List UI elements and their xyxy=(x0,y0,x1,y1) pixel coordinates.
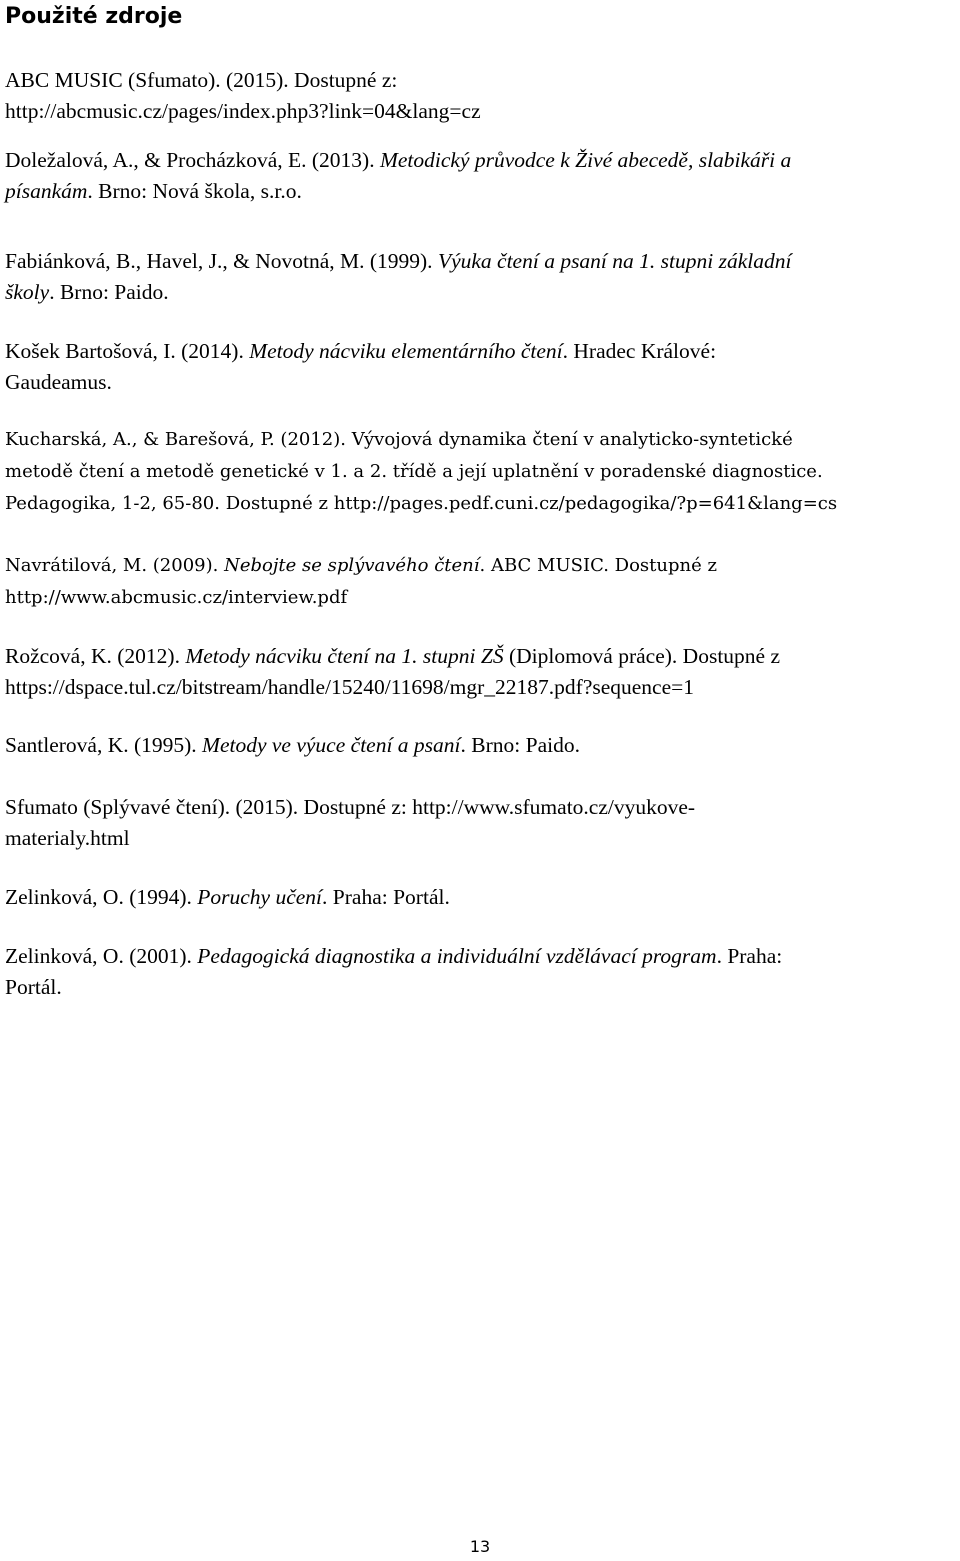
reference-authors: Košek Bartošová, I. (2014). xyxy=(5,339,250,363)
reference-title-cont: školy xyxy=(5,280,50,304)
reference-authors: Navrátilová, M. (2009). xyxy=(5,555,225,576)
reference-sfumato xyxy=(5,792,955,854)
reference-link[interactable]: materialy.html xyxy=(5,826,130,850)
reference-title: Poruchy učení xyxy=(197,885,323,909)
page-title: Použité zdroje xyxy=(5,4,183,29)
reference-link[interactable]: https://dspace.tul.cz/bitstream/handle/15240/11698/mgr_22187.pdf?sequence=1 xyxy=(5,675,695,699)
reference-santlerova xyxy=(5,730,955,761)
reference-title: Metody nácviku elementárního čtení xyxy=(249,339,563,363)
reference-line: metodě čtení a metodě genetické v 1. a 2. třídě a její uplatnění v poradenské diagnostice. xyxy=(5,461,823,482)
reference-title: Pedagogická diagnostika a individuální vzdělávací program xyxy=(197,944,717,968)
reference-line: ABC MUSIC (Sfumato). (2015). Dostupné z: xyxy=(5,68,398,92)
reference-kosek xyxy=(5,336,955,398)
reference-authors: Zelinková, O. (2001). xyxy=(5,944,198,968)
reference-publisher: . ABC MUSIC. Dostupné z xyxy=(479,555,717,576)
reference-abc-music xyxy=(5,65,955,127)
reference-link[interactable]: http://www.abcmusic.cz/interview.pdf xyxy=(5,587,348,608)
reference-authors: Fabiánková, B., Havel, J., & Novotná, M. (1999). xyxy=(5,249,438,273)
reference-publisher: . Praha: Portál. xyxy=(322,885,450,909)
reference-dolezalova xyxy=(5,145,955,207)
reference-publisher-cont: Gaudeamus. xyxy=(5,370,112,394)
reference-rozcova xyxy=(5,641,955,703)
reference-line: Sfumato (Splývavé čtení). (2015). Dostupné z: http://www.sfumato.cz/vyukove- xyxy=(5,795,696,819)
reference-publisher: . Brno: Paido. xyxy=(460,733,580,757)
reference-authors: Doležalová, A., & Procházková, E. (2013). xyxy=(5,148,380,172)
reference-publisher: . Brno: Paido. xyxy=(49,280,169,304)
reference-publisher: . Hradec Králové: xyxy=(562,339,717,363)
reference-link[interactable]: http://abcmusic.cz/pages/index.php3?link=04&lang=cz xyxy=(5,99,481,123)
reference-kucharska xyxy=(5,424,955,520)
reference-navratilova xyxy=(5,550,955,614)
reference-line: Kucharská, A., & Barešová, P. (2012). Vývojová dynamika čtení v analyticko-syntetické xyxy=(5,429,793,450)
reference-title: Výuka čtení a psaní na 1. stupni základní xyxy=(437,249,792,273)
reference-publisher: (Diplomová práce). Dostupné z xyxy=(503,644,781,668)
reference-authors: Rožcová, K. (2012). xyxy=(5,644,186,668)
reference-fabiankova xyxy=(5,246,955,308)
reference-line: Pedagogika, 1-2, 65-80. Dostupné z http://pages.pedf.cuni.cz/pedagogika/?p=641&lang=cs xyxy=(5,493,838,514)
reference-publisher: . Praha: xyxy=(716,944,783,968)
reference-title-cont: písankám xyxy=(5,179,88,203)
reference-authors: Santlerová, K. (1995). xyxy=(5,733,203,757)
reference-authors: Zelinková, O. (1994). xyxy=(5,885,198,909)
reference-title: Metody ve výuce čtení a psaní xyxy=(202,733,461,757)
reference-publisher-cont: Portál. xyxy=(5,975,62,999)
reference-zelinkova-2001 xyxy=(5,941,955,1003)
reference-title: Metody nácviku čtení na 1. stupni ZŠ xyxy=(185,644,504,668)
reference-zelinkova-1994 xyxy=(5,882,955,913)
reference-title: Nebojte se splývavého čtení xyxy=(224,555,480,576)
reference-title: Metodický průvodce k Živé abecedě, slabikáři a xyxy=(379,148,792,172)
page-number: 13 xyxy=(469,1537,491,1556)
reference-publisher: . Brno: Nová škola, s.r.o. xyxy=(87,179,302,203)
